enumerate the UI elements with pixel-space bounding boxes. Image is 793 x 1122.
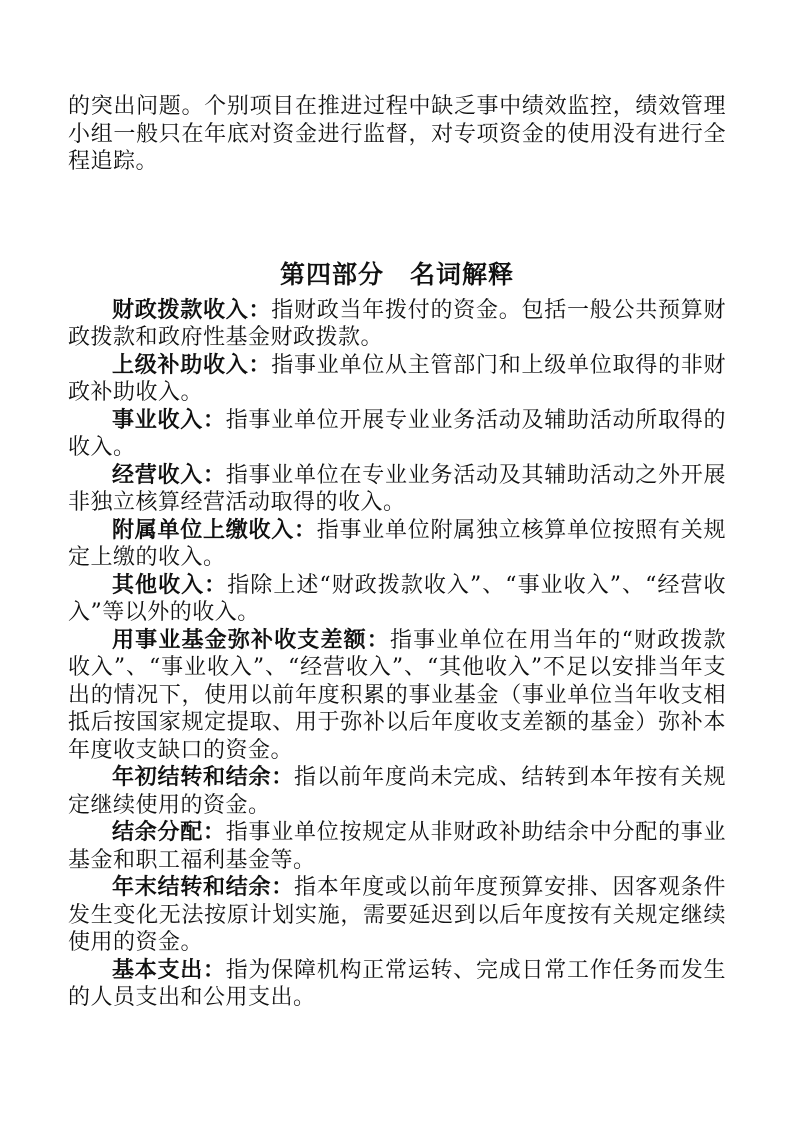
term-label: 财政拨款收入： xyxy=(112,297,272,323)
term-definition: 指事业单位从主管部门和上级单位取得的非财政补助收入。 xyxy=(68,352,726,405)
definition-paragraph xyxy=(68,957,726,1012)
definition-paragraph xyxy=(68,517,726,572)
definition-paragraph xyxy=(68,819,726,874)
term-definition: 指除上述“财政拨款收入”、“事业收入”、“经营收入”等以外的收入。 xyxy=(68,572,726,625)
term-definition: 指事业单位在用当年的“财政拨款收入”、“事业收入”、“经营收入”、“其他收入”不足以安排当年支出的情况下，使用以前年度积累的事业基金（事业单位当年收支相抵后按国家规定提取、用于弥补以后年度收支差额的基金）弥补本年度收支缺口的资金。 xyxy=(68,627,726,763)
term-definition: 指财政当年拨付的资金。包括一般公共预算财政拨款和政府性基金财政拨款。 xyxy=(68,297,726,350)
definition-paragraph xyxy=(68,462,726,517)
term-definition: 指以前年度尚未完成、结转到本年按有关规定继续使用的资金。 xyxy=(68,765,726,818)
definition-paragraph xyxy=(68,352,726,407)
term-label: 年末结转和结余： xyxy=(112,875,294,900)
section-title: 第四部分 名词解释 xyxy=(279,259,514,289)
term-label: 事业收入： xyxy=(112,407,226,433)
definition-paragraph xyxy=(68,297,726,352)
definition-paragraph xyxy=(68,874,726,957)
definition-paragraph xyxy=(68,627,726,765)
term-definition: 指事业单位附属独立核算单位按照有关规定上缴的收入。 xyxy=(68,517,726,570)
definition-paragraph xyxy=(68,764,726,819)
term-label: 结余分配： xyxy=(112,820,226,845)
term-label: 其他收入： xyxy=(112,572,228,598)
term-label: 附属单位上缴收入： xyxy=(112,517,317,543)
definition-paragraph xyxy=(68,407,726,462)
term-label: 年初结转和结余： xyxy=(112,765,294,790)
definition-paragraph xyxy=(68,572,726,627)
term-definition: 指事业单位按规定从非财政补助结余中分配的事业基金和职工福利基金等。 xyxy=(68,820,726,873)
term-label: 用事业基金弥补收支差额： xyxy=(112,627,390,653)
term-label: 基本支出： xyxy=(112,957,226,983)
term-label: 经营收入： xyxy=(112,462,226,488)
term-definition: 指为保障机构正常运转、完成日常工作任务而发生的人员支出和公用支出。 xyxy=(68,957,726,1010)
intro-paragraph: 的突出问题。个别项目在推进过程中缺乏事中绩效监控，绩效管理小组一般只在年底对资金进行监督，对专项资金的使用没有进行全程追踪。 xyxy=(68,94,726,174)
term-definition: 指本年度或以前年度预算安排、因客观条件发生变化无法按原计划实施，需要延迟到以后年度按有关规定继续使用的资金。 xyxy=(68,875,726,955)
term-definition: 指事业单位在专业业务活动及其辅助活动之外开展非独立核算经营活动取得的收入。 xyxy=(68,462,726,515)
term-label: 上级补助收入： xyxy=(112,352,272,378)
term-definition: 指事业单位开展专业业务活动及辅助活动所取得的收入。 xyxy=(68,407,726,460)
